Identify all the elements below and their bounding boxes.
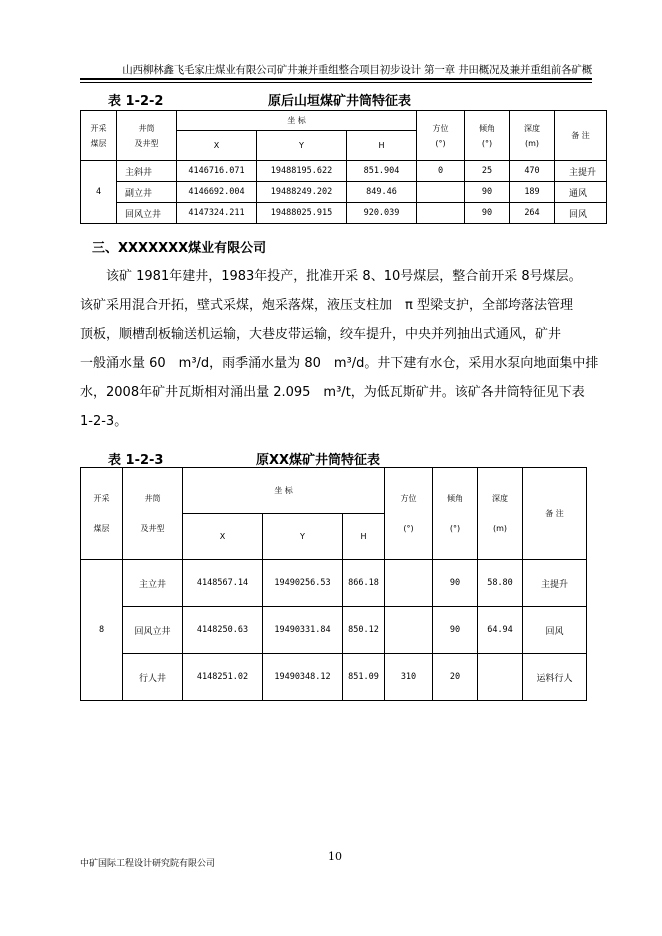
table2-number: 表 1-2-3 — [108, 453, 164, 468]
header-depth: 深度 (m) — [510, 111, 555, 161]
header-h: H — [343, 514, 385, 560]
coord-h: 850.12 — [343, 607, 385, 654]
paragraph-line: 该矿 1981年建井，1983年投产，批准开采 8、10号煤层，整合前开采 8号煤层。 — [80, 269, 582, 284]
azimuth — [385, 607, 433, 654]
azimuth — [417, 203, 465, 224]
coord-x: 4147324.211 — [177, 203, 257, 224]
header-remark: 备 注 — [523, 468, 587, 560]
page-number: 10 — [328, 850, 342, 863]
shaft-table-1 — [80, 110, 607, 224]
dip: 20 — [433, 654, 478, 701]
remark: 回风 — [555, 203, 607, 224]
header-x: X — [183, 514, 263, 560]
depth: 470 — [510, 161, 555, 182]
header-azimuth: 方位 (°) — [417, 111, 465, 161]
header-dip: 倾角 (°) — [465, 111, 510, 161]
header-dip: 倾角 (°) — [433, 468, 478, 560]
azimuth — [385, 560, 433, 607]
table-row — [81, 182, 607, 203]
remark: 回风 — [523, 607, 587, 654]
header-depth: 深度 (m) — [478, 468, 523, 560]
table1-title: 原后山垣煤矿井筒特征表 — [268, 94, 412, 109]
coord-y: 19488249.202 — [257, 182, 347, 203]
depth — [478, 654, 523, 701]
coord-h: 866.18 — [343, 560, 385, 607]
paragraph-line: 顶板，顺槽刮板输送机运输，大巷皮带运输，绞车提升，中央并列抽出式通风，矿井 — [80, 327, 562, 342]
header-y: Y — [263, 514, 343, 560]
header-shaft: 井筒 及井型 — [117, 111, 177, 161]
remark: 主提升 — [555, 161, 607, 182]
footer-organization: 中矿国际工程设计研究院有限公司 — [80, 859, 216, 869]
header-rule-thin — [80, 82, 592, 83]
coord-x: 4148567.14 — [183, 560, 263, 607]
coord-y: 19490331.84 — [263, 607, 343, 654]
shaft-name: 行人井 — [123, 654, 183, 701]
table-row — [81, 607, 587, 654]
depth: 189 — [510, 182, 555, 203]
coord-h: 849.46 — [347, 182, 417, 203]
coord-y: 19488025.915 — [257, 203, 347, 224]
shaft-name: 回风立井 — [117, 203, 177, 224]
coord-x: 4146716.071 — [177, 161, 257, 182]
table-row — [81, 161, 607, 182]
dip: 90 — [433, 560, 478, 607]
shaft-name: 主斜井 — [117, 161, 177, 182]
dip: 90 — [433, 607, 478, 654]
coord-y: 19488195.622 — [257, 161, 347, 182]
shaft-name: 回风立井 — [123, 607, 183, 654]
table-row — [81, 203, 607, 224]
paragraph-line: 1-2-3。 — [80, 414, 128, 429]
depth: 64.94 — [478, 607, 523, 654]
header-remark: 备 注 — [555, 111, 607, 161]
seam-cell: 8 — [81, 560, 123, 701]
coord-y: 19490256.53 — [263, 560, 343, 607]
header-seam: 开采 煤层 — [81, 111, 117, 161]
coord-x: 4146692.004 — [177, 182, 257, 203]
header-seam: 开采 煤层 — [81, 468, 123, 560]
header-azimuth: 方位 (°) — [385, 468, 433, 560]
header-rule — [80, 78, 592, 80]
remark: 主提升 — [523, 560, 587, 607]
seam-cell: 4 — [81, 161, 117, 224]
table2-title: 原XX煤矿井筒特征表 — [256, 453, 381, 468]
table-row — [81, 560, 587, 607]
coord-h: 851.09 — [343, 654, 385, 701]
depth: 264 — [510, 203, 555, 224]
header-x: X — [177, 131, 257, 161]
header-y: Y — [257, 131, 347, 161]
dip: 90 — [465, 182, 510, 203]
paragraph-line: 该矿采用混合开拓，壁式采煤，炮采落煤，液压支柱加 π 型梁支护，全部垮落法管理 — [80, 298, 573, 313]
coord-y: 19490348.12 — [263, 654, 343, 701]
depth: 58.80 — [478, 560, 523, 607]
section-heading: 三、XXXXXXX煤业有限公司 — [92, 241, 267, 256]
header-coord: 坐 标 — [183, 468, 385, 514]
azimuth: 310 — [385, 654, 433, 701]
shaft-table-2 — [80, 467, 587, 701]
header-coord: 坐 标 — [177, 111, 417, 131]
header-shaft: 井筒 及井型 — [123, 468, 183, 560]
remark: 通风 — [555, 182, 607, 203]
azimuth: 0 — [417, 161, 465, 182]
remark: 运料行人 — [523, 654, 587, 701]
paragraph-line: 一般涌水量 60 m³/d，雨季涌水量为 80 m³/d。井下建有水仓，采用水泵向地面集中排 — [80, 356, 599, 371]
paragraph-line: 水，2008年矿井瓦斯相对涌出量 2.095 m³/t，为低瓦斯矿井。该矿各井筒特征见下表 — [80, 385, 585, 400]
coord-x: 4148251.02 — [183, 654, 263, 701]
shaft-name: 主立井 — [123, 560, 183, 607]
shaft-name: 副立井 — [117, 182, 177, 203]
header-h: H — [347, 131, 417, 161]
table-row — [81, 654, 587, 701]
dip: 90 — [465, 203, 510, 224]
dip: 25 — [465, 161, 510, 182]
coord-h: 920.039 — [347, 203, 417, 224]
azimuth — [417, 182, 465, 203]
coord-h: 851.904 — [347, 161, 417, 182]
body-paragraph — [80, 262, 599, 436]
coord-x: 4148250.63 — [183, 607, 263, 654]
page-header: 山西柳林鑫飞毛家庄煤业有限公司矿井兼并重组整合项目初步设计 第一章 井田概况及兼并重组前各矿概 — [122, 64, 592, 76]
table1-number: 表 1-2-2 — [108, 94, 164, 109]
